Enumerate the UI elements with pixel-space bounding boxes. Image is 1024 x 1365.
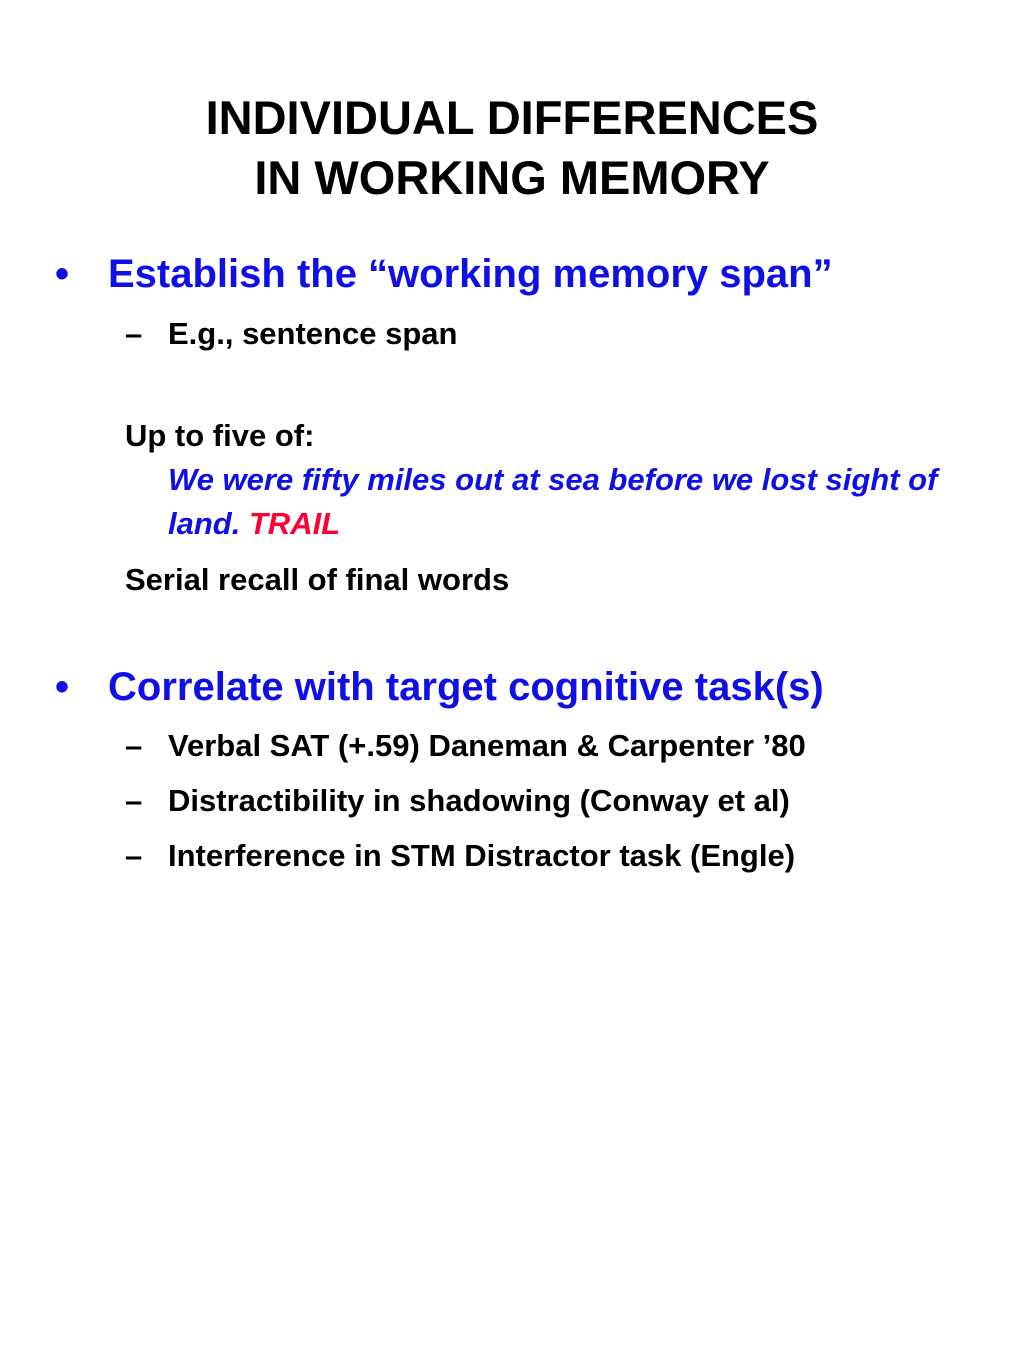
slide-title	[0, 88, 1024, 208]
sub-item-verbal-sat	[125, 726, 806, 766]
dash-marker: –	[125, 728, 143, 763]
bullet-correlate-tasks	[55, 663, 824, 711]
sub-item-text: Distractibility in shadowing (Conway et al)	[168, 783, 790, 818]
bullet-text: Correlate with target cognitive task(s)	[108, 665, 824, 709]
sub-item-text: Verbal SAT (+.59) Daneman & Carpenter ’80	[168, 728, 806, 763]
bullet-marker: •	[55, 252, 70, 296]
dash-marker: –	[125, 783, 143, 818]
dash-marker: –	[125, 838, 143, 873]
bullet-marker: •	[55, 665, 70, 709]
example-sentence-text: We were fifty miles out at sea before we lost sight of land.	[168, 462, 938, 541]
sub-item-distractibility	[125, 781, 790, 821]
final-word: TRAIL	[248, 506, 341, 541]
example-sentence	[168, 458, 998, 546]
sub-item-sentence-span	[125, 314, 457, 354]
bullet-text: Establish the “working memory span”	[108, 252, 833, 296]
sub-item-text: Interference in STM Distractor task (Engle)	[168, 838, 796, 873]
sub-item-interference	[125, 836, 795, 876]
bullet-establish-span	[55, 250, 833, 298]
title-line-2: IN WORKING MEMORY	[254, 151, 770, 204]
lead-text: Up to five of:	[125, 418, 315, 453]
serial-recall-text: Serial recall of final words	[125, 562, 510, 597]
title-line-1: INDIVIDUAL DIFFERENCES	[205, 91, 819, 144]
sub-item-text: E.g., sentence span	[168, 316, 458, 351]
dash-marker: –	[125, 316, 143, 351]
